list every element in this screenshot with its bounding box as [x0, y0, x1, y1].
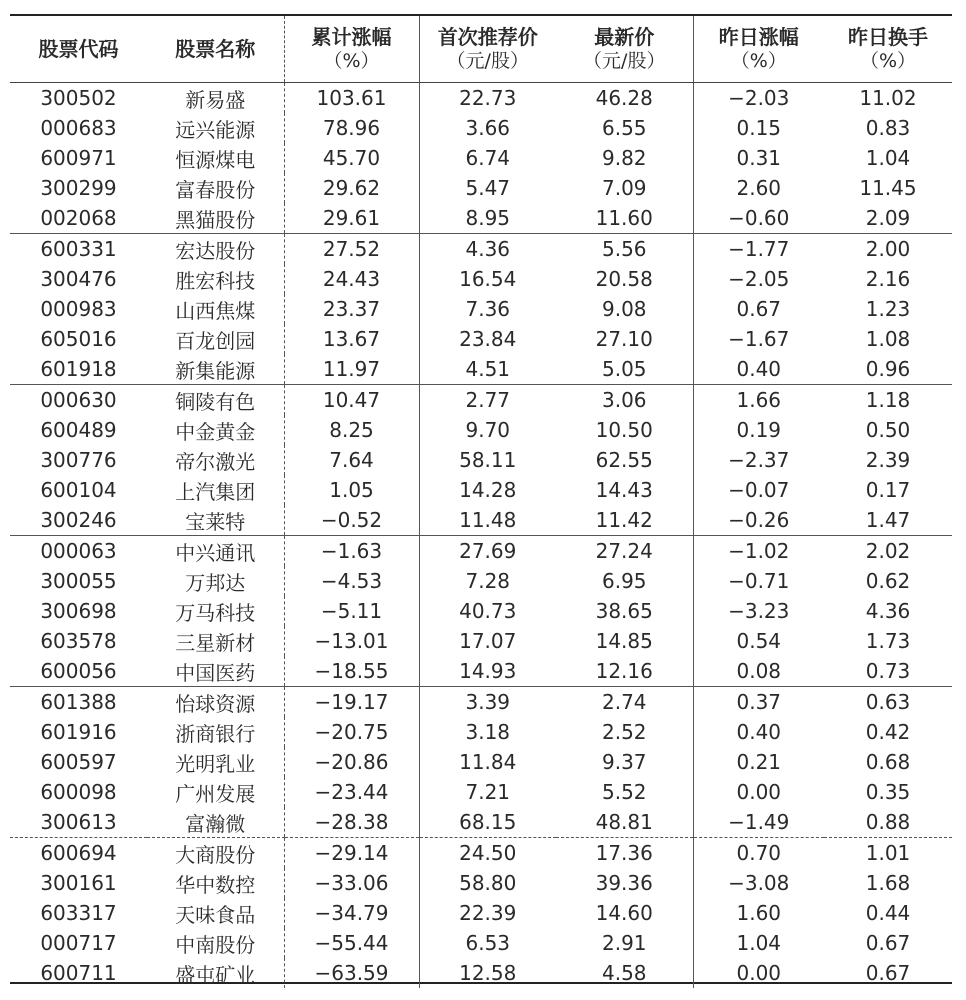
header-first-recommend-price: 首次推荐价 （元/股）	[419, 16, 556, 83]
cell-stock-code: 603578	[40, 629, 117, 653]
cell-yesterday-gain: −1.49	[693, 807, 824, 838]
cell-stock-code: 300776	[40, 448, 117, 472]
cell-cumulative-gain: −63.59	[284, 958, 419, 988]
table-row	[10, 626, 952, 656]
cell-stock-name: 天味食品	[175, 902, 256, 927]
cell-cumulative-gain: −1.63	[284, 536, 419, 567]
cell-latest-price: 2.91	[601, 931, 647, 955]
cell-latest-price: 62.55	[595, 448, 653, 472]
cell-stock-code: 601916	[40, 720, 117, 744]
cell-cumulative-gain: −20.75	[284, 717, 419, 747]
table-row	[10, 294, 952, 324]
cell-stock-name: 万邦达	[185, 570, 246, 595]
table-row	[10, 656, 952, 687]
table-row	[10, 536, 952, 567]
cell-yesterday-gain: 0.31	[693, 143, 824, 173]
cell-yesterday-turnover: 0.42	[865, 720, 911, 744]
cell-stock-code: 000063	[40, 539, 117, 563]
header-yesterday-turnover: 昨日换手 （%）	[824, 16, 952, 83]
cell-latest-price: 2.52	[601, 720, 647, 744]
cell-yesterday-gain: −0.26	[693, 505, 824, 536]
cell-stock-name: 百龙创园	[175, 328, 256, 353]
cell-stock-name: 广州发展	[175, 781, 256, 806]
cell-stock-name: 黑猫股份	[147, 203, 284, 234]
cell-yesterday-turnover: 0.68	[865, 750, 911, 774]
cell-yesterday-turnover: 0.67	[865, 931, 911, 955]
cell-stock-name: 富瀚微	[147, 807, 284, 838]
cell-first-recommend-price: 24.50	[419, 838, 556, 869]
table-row	[10, 264, 952, 294]
table-row	[10, 777, 952, 807]
cell-latest-price: 14.85	[595, 629, 653, 653]
cell-yesterday-gain: −1.02	[693, 536, 824, 567]
cell-yesterday-turnover: 0.62	[865, 569, 911, 593]
cell-yesterday-gain: 0.54	[693, 626, 824, 656]
cell-stock-code: 601918	[10, 354, 147, 385]
cell-first-recommend-price: 3.18	[419, 717, 556, 747]
cell-stock-name: 光明乳业	[175, 751, 256, 776]
cell-cumulative-gain: 78.96	[284, 113, 419, 143]
cell-stock-code: 600331	[40, 237, 117, 261]
cell-cumulative-gain: 11.97	[284, 354, 419, 385]
table-row	[10, 234, 952, 265]
stock-recommendation-table	[10, 16, 952, 988]
cell-stock-code: 600056	[10, 656, 147, 687]
cell-yesterday-turnover: 4.36	[865, 599, 911, 623]
cell-cumulative-gain: 13.67	[284, 324, 419, 354]
cell-latest-price: 48.81	[556, 807, 693, 838]
cell-latest-price: 11.42	[556, 505, 693, 536]
cell-yesterday-gain: 0.67	[693, 294, 824, 324]
cell-latest-price: 46.28	[595, 86, 653, 110]
cell-cumulative-gain: 29.61	[284, 203, 419, 234]
cell-stock-name: 中国医药	[147, 656, 284, 687]
cell-stock-name: 胜宏科技	[175, 268, 256, 293]
cell-cumulative-gain: −20.86	[284, 747, 419, 777]
cell-yesterday-gain: 0.08	[693, 656, 824, 687]
cell-first-recommend-price: 5.47	[419, 173, 556, 203]
cell-cumulative-gain: −55.44	[284, 928, 419, 958]
cell-latest-price: 14.60	[595, 901, 653, 925]
cell-stock-name: 怡球资源	[175, 691, 256, 716]
table-row	[10, 505, 952, 536]
cell-latest-price: 4.58	[601, 961, 647, 985]
cell-stock-name: 宝莱特	[147, 505, 284, 536]
cell-yesterday-turnover: 1.23	[865, 297, 911, 321]
cell-latest-price: 17.36	[595, 841, 653, 865]
cell-latest-price: 12.16	[556, 656, 693, 687]
cell-cumulative-gain: 24.43	[284, 264, 419, 294]
table-row	[10, 385, 952, 416]
cell-cumulative-gain: 7.64	[284, 445, 419, 475]
cell-stock-name: 中金黄金	[175, 419, 256, 444]
cell-stock-code: 600694	[40, 841, 117, 865]
cell-yesterday-turnover: 0.67	[865, 961, 911, 985]
cell-cumulative-gain: −5.11	[284, 596, 419, 626]
cell-yesterday-gain: −3.23	[693, 596, 824, 626]
cell-yesterday-gain: −0.71	[693, 566, 824, 596]
cell-latest-price: 6.95	[601, 569, 647, 593]
cell-cumulative-gain: 27.52	[284, 234, 419, 265]
cell-yesterday-turnover: 11.02	[859, 86, 917, 110]
cell-first-recommend-price: 23.84	[419, 324, 556, 354]
cell-stock-code: 300161	[40, 871, 117, 895]
cell-stock-name: 中南股份	[175, 932, 256, 957]
cell-yesterday-gain: 0.40	[693, 717, 824, 747]
cell-stock-name: 盛屯矿业	[175, 962, 256, 987]
cell-cumulative-gain: −4.53	[284, 566, 419, 596]
cell-yesterday-gain: −0.07	[693, 475, 824, 505]
cell-cumulative-gain: 1.05	[284, 475, 419, 505]
cell-first-recommend-price: 9.70	[419, 415, 556, 445]
cell-yesterday-turnover: 11.45	[859, 176, 917, 200]
cell-stock-name: 浙商银行	[175, 721, 256, 746]
table-row	[10, 83, 952, 114]
cell-cumulative-gain: −0.52	[284, 505, 419, 536]
cell-first-recommend-price: 16.54	[419, 264, 556, 294]
table-row	[10, 445, 952, 475]
cell-cumulative-gain: −19.17	[284, 687, 419, 718]
cell-yesterday-turnover: 1.68	[865, 871, 911, 895]
cell-yesterday-turnover: 2.16	[865, 267, 911, 291]
cell-first-recommend-price: 7.36	[419, 294, 556, 324]
cell-yesterday-turnover: 1.08	[865, 327, 911, 351]
table-row	[10, 113, 952, 143]
cell-stock-name: 新集能源	[147, 354, 284, 385]
cell-cumulative-gain: 29.62	[284, 173, 419, 203]
stock-table-container	[10, 14, 952, 987]
cell-cumulative-gain: −34.79	[284, 898, 419, 928]
cell-latest-price: 7.09	[601, 176, 647, 200]
cell-stock-code: 300299	[40, 176, 117, 200]
cell-stock-name: 新易盛	[185, 87, 246, 112]
table-row	[10, 838, 952, 869]
cell-yesterday-turnover: 1.47	[824, 505, 952, 536]
cell-yesterday-turnover: 2.09	[824, 203, 952, 234]
cell-first-recommend-price: 27.69	[419, 536, 556, 567]
table-row	[10, 747, 952, 777]
cell-first-recommend-price: 11.48	[419, 505, 556, 536]
cell-first-recommend-price: 3.66	[419, 113, 556, 143]
cell-cumulative-gain: −23.44	[284, 777, 419, 807]
cell-first-recommend-price: 4.51	[419, 354, 556, 385]
cell-first-recommend-price: 7.28	[419, 566, 556, 596]
cell-first-recommend-price: 8.95	[419, 203, 556, 234]
cell-stock-name: 铜陵有色	[175, 389, 256, 414]
cell-stock-code: 600971	[40, 146, 117, 170]
cell-first-recommend-price: 6.74	[419, 143, 556, 173]
cell-stock-name: 山西焦煤	[175, 298, 256, 323]
table-row	[10, 928, 952, 958]
cell-latest-price: 38.65	[595, 599, 653, 623]
cell-yesterday-turnover: 0.35	[865, 780, 911, 804]
table-row	[10, 475, 952, 505]
cell-yesterday-turnover: 0.73	[824, 656, 952, 687]
cell-stock-name: 三星新材	[175, 630, 256, 655]
cell-latest-price: 5.56	[601, 237, 647, 261]
cell-yesterday-gain: 0.70	[693, 838, 824, 869]
cell-first-recommend-price: 6.53	[419, 928, 556, 958]
cell-stock-code: 605016	[40, 327, 117, 351]
cell-stock-code: 600489	[40, 418, 117, 442]
table-row	[10, 173, 952, 203]
cell-yesterday-gain: 0.19	[693, 415, 824, 445]
cell-stock-code: 600098	[40, 780, 117, 804]
cell-stock-name: 万马科技	[175, 600, 256, 625]
table-row	[10, 898, 952, 928]
cell-yesterday-gain: 0.21	[693, 747, 824, 777]
cell-cumulative-gain: 23.37	[284, 294, 419, 324]
cell-yesterday-gain: 0.37	[693, 687, 824, 718]
cell-first-recommend-price: 68.15	[419, 807, 556, 838]
cell-yesterday-turnover: 0.83	[865, 116, 911, 140]
cell-stock-name: 宏达股份	[175, 238, 256, 263]
cell-first-recommend-price: 14.93	[419, 656, 556, 687]
cell-yesterday-gain: 0.40	[693, 354, 824, 385]
header-stock-code: 股票代码	[10, 16, 147, 83]
cell-yesterday-turnover: 2.02	[865, 539, 911, 563]
cell-first-recommend-price: 22.39	[419, 898, 556, 928]
table-row	[10, 596, 952, 626]
cell-latest-price: 9.37	[601, 750, 647, 774]
cell-latest-price: 27.24	[595, 539, 653, 563]
cell-stock-code: 300055	[40, 569, 117, 593]
cell-cumulative-gain: 45.70	[284, 143, 419, 173]
cell-yesterday-gain: −1.67	[693, 324, 824, 354]
cell-yesterday-turnover: 1.04	[865, 146, 911, 170]
cell-stock-code: 000630	[40, 388, 117, 412]
cell-yesterday-turnover: 1.01	[865, 841, 911, 865]
cell-cumulative-gain: 8.25	[284, 415, 419, 445]
cell-first-recommend-price: 7.21	[419, 777, 556, 807]
cell-latest-price: 5.52	[601, 780, 647, 804]
cell-yesterday-gain: −1.77	[693, 234, 824, 265]
table-row	[10, 868, 952, 898]
cell-latest-price: 11.60	[556, 203, 693, 234]
cell-first-recommend-price: 2.77	[419, 385, 556, 416]
cell-yesterday-turnover: 0.17	[865, 478, 911, 502]
cell-stock-code: 601388	[40, 690, 117, 714]
cell-yesterday-turnover: 0.44	[865, 901, 911, 925]
header-yesterday-gain: 昨日涨幅 （%）	[693, 16, 824, 83]
table-body	[10, 83, 952, 989]
cell-stock-name: 上汽集团	[175, 479, 256, 504]
cell-cumulative-gain: −29.14	[284, 838, 419, 869]
table-row	[10, 203, 952, 234]
cell-yesterday-gain: 0.15	[693, 113, 824, 143]
cell-first-recommend-price: 40.73	[419, 596, 556, 626]
header-latest-price: 最新价 （元/股）	[556, 16, 693, 83]
cell-latest-price: 39.36	[595, 871, 653, 895]
cell-stock-code: 002068	[10, 203, 147, 234]
table-row	[10, 958, 952, 988]
cell-stock-code: 603317	[40, 901, 117, 925]
cell-cumulative-gain: 103.61	[284, 83, 419, 114]
cell-yesterday-turnover: 2.39	[865, 448, 911, 472]
cell-stock-name: 帝尔激光	[175, 449, 256, 474]
cell-yesterday-turnover: 2.00	[865, 237, 911, 261]
cell-yesterday-gain: 1.66	[693, 385, 824, 416]
table-header-row	[10, 16, 952, 83]
table-row	[10, 717, 952, 747]
cell-cumulative-gain: −28.38	[284, 807, 419, 838]
cell-latest-price: 14.43	[595, 478, 653, 502]
cell-yesterday-turnover: 0.96	[824, 354, 952, 385]
cell-yesterday-gain: −3.08	[693, 868, 824, 898]
cell-first-recommend-price: 17.07	[419, 626, 556, 656]
header-stock-name: 股票名称	[147, 16, 284, 83]
cell-stock-name: 大商股份	[175, 842, 256, 867]
cell-cumulative-gain: 10.47	[284, 385, 419, 416]
cell-latest-price: 9.08	[601, 297, 647, 321]
cell-latest-price: 2.74	[601, 690, 647, 714]
cell-yesterday-gain: 1.04	[693, 928, 824, 958]
cell-cumulative-gain: −18.55	[284, 656, 419, 687]
table-row	[10, 687, 952, 718]
cell-stock-code: 000717	[40, 931, 117, 955]
cell-stock-code: 300502	[40, 86, 117, 110]
cell-latest-price: 5.05	[556, 354, 693, 385]
cell-latest-price: 10.50	[595, 418, 653, 442]
cell-stock-name: 富春股份	[175, 177, 256, 202]
table-row	[10, 324, 952, 354]
cell-stock-code: 600711	[40, 961, 117, 985]
cell-yesterday-gain: −0.60	[693, 203, 824, 234]
cell-stock-code: 300476	[40, 267, 117, 291]
cell-stock-code: 600597	[40, 750, 117, 774]
cell-yesterday-turnover: 1.18	[865, 388, 911, 412]
table-row	[10, 807, 952, 838]
cell-first-recommend-price: 12.58	[419, 958, 556, 988]
cell-first-recommend-price: 22.73	[419, 83, 556, 114]
cell-yesterday-gain: −2.03	[693, 83, 824, 114]
cell-yesterday-gain: 2.60	[693, 173, 824, 203]
cell-stock-name: 中兴通讯	[175, 540, 256, 565]
cell-latest-price: 6.55	[601, 116, 647, 140]
cell-first-recommend-price: 58.80	[419, 868, 556, 898]
cell-latest-price: 9.82	[601, 146, 647, 170]
cell-yesterday-gain: 0.00	[693, 777, 824, 807]
table-row	[10, 143, 952, 173]
cell-cumulative-gain: −33.06	[284, 868, 419, 898]
cell-first-recommend-price: 58.11	[419, 445, 556, 475]
cell-first-recommend-price: 4.36	[419, 234, 556, 265]
cell-stock-code: 000983	[40, 297, 117, 321]
cell-cumulative-gain: −13.01	[284, 626, 419, 656]
cell-yesterday-turnover: 0.88	[824, 807, 952, 838]
cell-yesterday-gain: −2.05	[693, 264, 824, 294]
cell-stock-code: 300246	[10, 505, 147, 536]
cell-stock-code: 600104	[40, 478, 117, 502]
table-row	[10, 354, 952, 385]
header-cumulative-gain: 累计涨幅 （%）	[284, 16, 419, 83]
cell-yesterday-gain: 1.60	[693, 898, 824, 928]
cell-yesterday-gain: 0.00	[693, 958, 824, 988]
cell-stock-code: 300698	[40, 599, 117, 623]
cell-yesterday-turnover: 0.63	[865, 690, 911, 714]
cell-first-recommend-price: 14.28	[419, 475, 556, 505]
cell-yesterday-turnover: 1.73	[865, 629, 911, 653]
cell-latest-price: 20.58	[595, 267, 653, 291]
cell-first-recommend-price: 3.39	[419, 687, 556, 718]
cell-stock-name: 恒源煤电	[175, 147, 256, 172]
cell-stock-code: 300613	[10, 807, 147, 838]
cell-yesterday-gain: −2.37	[693, 445, 824, 475]
table-row	[10, 566, 952, 596]
cell-latest-price: 27.10	[595, 327, 653, 351]
cell-latest-price: 3.06	[601, 388, 647, 412]
cell-stock-name: 华中数控	[175, 872, 256, 897]
cell-first-recommend-price: 11.84	[419, 747, 556, 777]
cell-stock-code: 000683	[40, 116, 117, 140]
cell-stock-name: 远兴能源	[175, 117, 256, 142]
table-row	[10, 415, 952, 445]
cell-yesterday-turnover: 0.50	[865, 418, 911, 442]
